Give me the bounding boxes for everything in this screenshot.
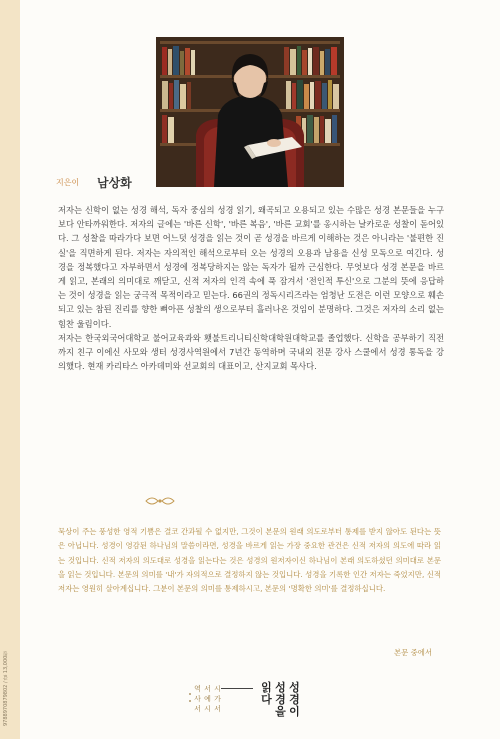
series-name: 서예시 <box>204 685 211 713</box>
quote-source: 본문 중에서 <box>393 648 432 657</box>
book-title-line: 읽 다 <box>261 681 272 706</box>
book-spine-strip <box>0 0 20 739</box>
author-portrait-image <box>156 37 344 187</box>
ornament-divider-icon <box>144 494 176 508</box>
book-title-line: 성경이 <box>289 681 300 718</box>
series-name: 시가서 <box>214 685 221 713</box>
colon-dots-icon <box>188 689 192 713</box>
author-label: 지은이 <box>56 178 80 187</box>
series-name: 역사서 <box>194 685 201 713</box>
author-name: 남상화 <box>97 176 132 190</box>
barcode-price-text: 9788970879802 / 값 13,000원 <box>3 650 9 726</box>
author-bio <box>58 203 444 373</box>
book-title-line: 성경을 <box>275 681 286 718</box>
bio-paragraph: 저자는 한국외국어대학교 불어교육과와 횃불트리니티신학대학원대학교를 졸업했다. 신학을 공부하기 직전까지 친구 이에신 사모와 생터 성경사역원에서 7년간 동역하며 국내외 전문 강사 스쿨에서 성경 통독을 강의했다. 현재 카리타스 아카데미와 선교회의 대표이고, 산지교회 목사다. <box>58 332 444 372</box>
author-photo <box>156 37 344 187</box>
excerpt-quote: 묵상이 주는 풍성한 영적 기쁨은 결코 간과될 수 없지만, 그것이 본문의 원래 의도로부터 통제를 받지 않아도 된다는 뜻은 아닙니다. 성경이 영감된 하나님의 말씀이라면, 성경을 바르게 읽는 가장 중요한 관건은 신적 저자의 의도에 따라 읽는 것입니다. 신적 저자의 의도대로 성경을 읽는다는 것은 성경의 원저자이신 하나님이 본래 의도하셨던 의미대로 본문을 읽는 것입니다. 본문의 의미를 '내'가 자의적으로 결정하지 않는 것입니다. 성경을 기록한 인간 저자는 죽었지만, 신적 저자는 영원히 살아계십니다. 그분이 본문의 의미를 통제하시고, 본문의 '명확한 의미'를 결정하십니다. <box>58 527 441 594</box>
bio-paragraph: 저자는 신학이 없는 성경 해석, 독자 중심의 성경 읽기, 왜곡되고 오용되고 있는 수많은 성경 본문들을 누구보다 안타까워한다. 저자의 글에는 '바른 신학', '바른 복음', '바른 교회'를 옹시하는 날카로운 성찰이 돋어있다. 그 성찰을 따라가다 보면 어느덧 성경을 읽는 것이 곧 성경을 바르게 이해하는 것은 아니라는 '불편한 진실'을 직면하게 된다. 저자는 자의적인 해석으로부터 오는 성경의 오용과 남용을 신성 모독으로 여긴다. 성경을 정복했다고 자부하면서 성경에 정복당하지는 않는 독자가 될까 근심한다. 무엇보다 성경 본문을 바르게 읽고, 본래의 의미대로 깨닫고, 신적 저자의 인격 속에 푹 잠겨서 '전인적 투신'으로 그분의 뜻에 응답하는 것이 성경을 읽는 궁극적 목적이라고 믿는다. 66권의 정독시리즈라는 엄청난 도전은 이런 모양으로 훼손되고 있는 참된 진리를 향한 뼈아픈 성찰의 생으로부터 흘러나온 것임이 분명하다. 그것은 저자의 소리 없는 힘찬 울림이다. <box>58 205 444 329</box>
divider-rule <box>221 688 253 689</box>
author-credit <box>50 174 450 192</box>
